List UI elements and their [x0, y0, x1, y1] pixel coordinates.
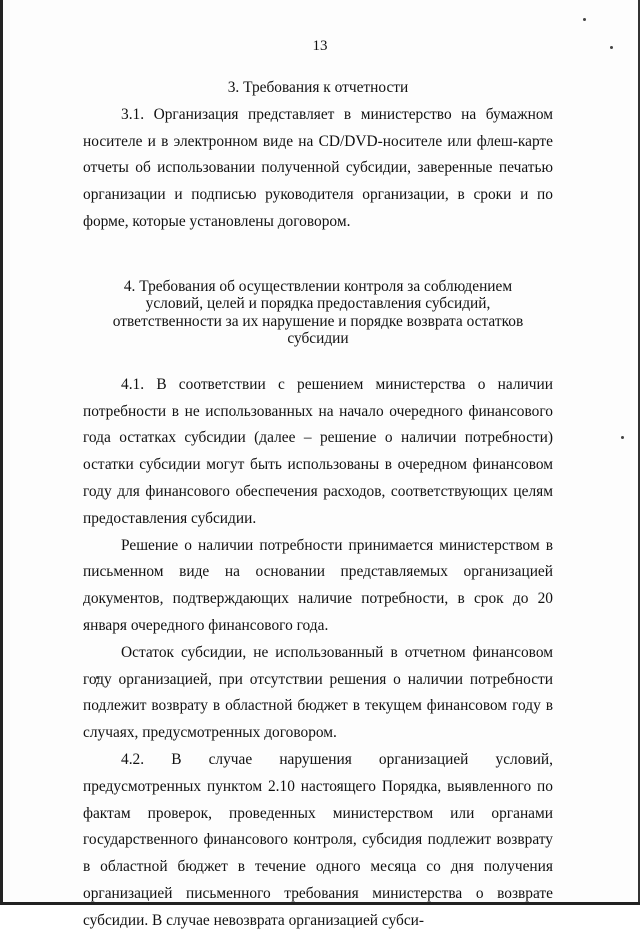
paragraph-unused-remainder: Остаток субсидии, не использованный в отчетном финансовом году организацией, при отсутствии решения о наличии потребности подлежит возврату в областной бюджет в текущем финансовом году в случаях, предусмотренных договором. [83, 643, 553, 742]
page-number: 13 [312, 38, 328, 54]
scan-edge-left [0, 0, 3, 905]
section-4-heading [83, 278, 553, 348]
document-body [83, 75, 553, 935]
section-4-heading-line: 4. Требования об осуществлении контроля за соблюдением [123, 277, 513, 295]
paragraph-3-1: 3.1. Организация представляет в министерство на бумажном носителе и в электронном виде на CD/DVD-носителе или флеш-карте отчеты об использовании полученной субсидии, заверенные печатью организации и подписью руководителя организации, в сроки и по форме, которые установлены договором. [83, 105, 553, 230]
paragraph-4-1: 4.1. В соответствии с решением министерства о наличии потребности в не использованных на начало очередного финансового года остатках субсидии (далее – решение о наличии потребности) остатки субсидии могут быть использованы в очередном финансовом году для финансового обеспечения расходов, соответствующих целям предоставления субсидии. [83, 375, 553, 527]
scan-speck [583, 18, 586, 21]
paragraph-need-decision: Решение о наличии потребности принимается министерством в письменном виде на основании представляемых организацией документов, подтверждающих наличие потребности, в срок до 20 января очередного финансового года. [83, 536, 553, 634]
scan-speck [621, 436, 624, 439]
section-4-heading-line: условий, целей и порядка предоставления субсидий, [145, 295, 491, 313]
section-4-heading-line: ответственности за их нарушение и порядке возврата остатков субсидии [112, 312, 524, 348]
section-3-heading: 3. Требования к отчетности [227, 79, 409, 96]
paragraph-4-2: 4.2. В случае нарушения организацией условий, предусмотренных пунктом 2.10 настоящего Порядка, выявленного по фактам проверок, проведенных министерством или органами государственного финансового контроля, субсидия подлежит возврату в областной бюджет в течение одного месяца со дня получения организацией письменного требования министерства о возврате субсидии. В случае невозврата организацией субси- [83, 750, 553, 929]
